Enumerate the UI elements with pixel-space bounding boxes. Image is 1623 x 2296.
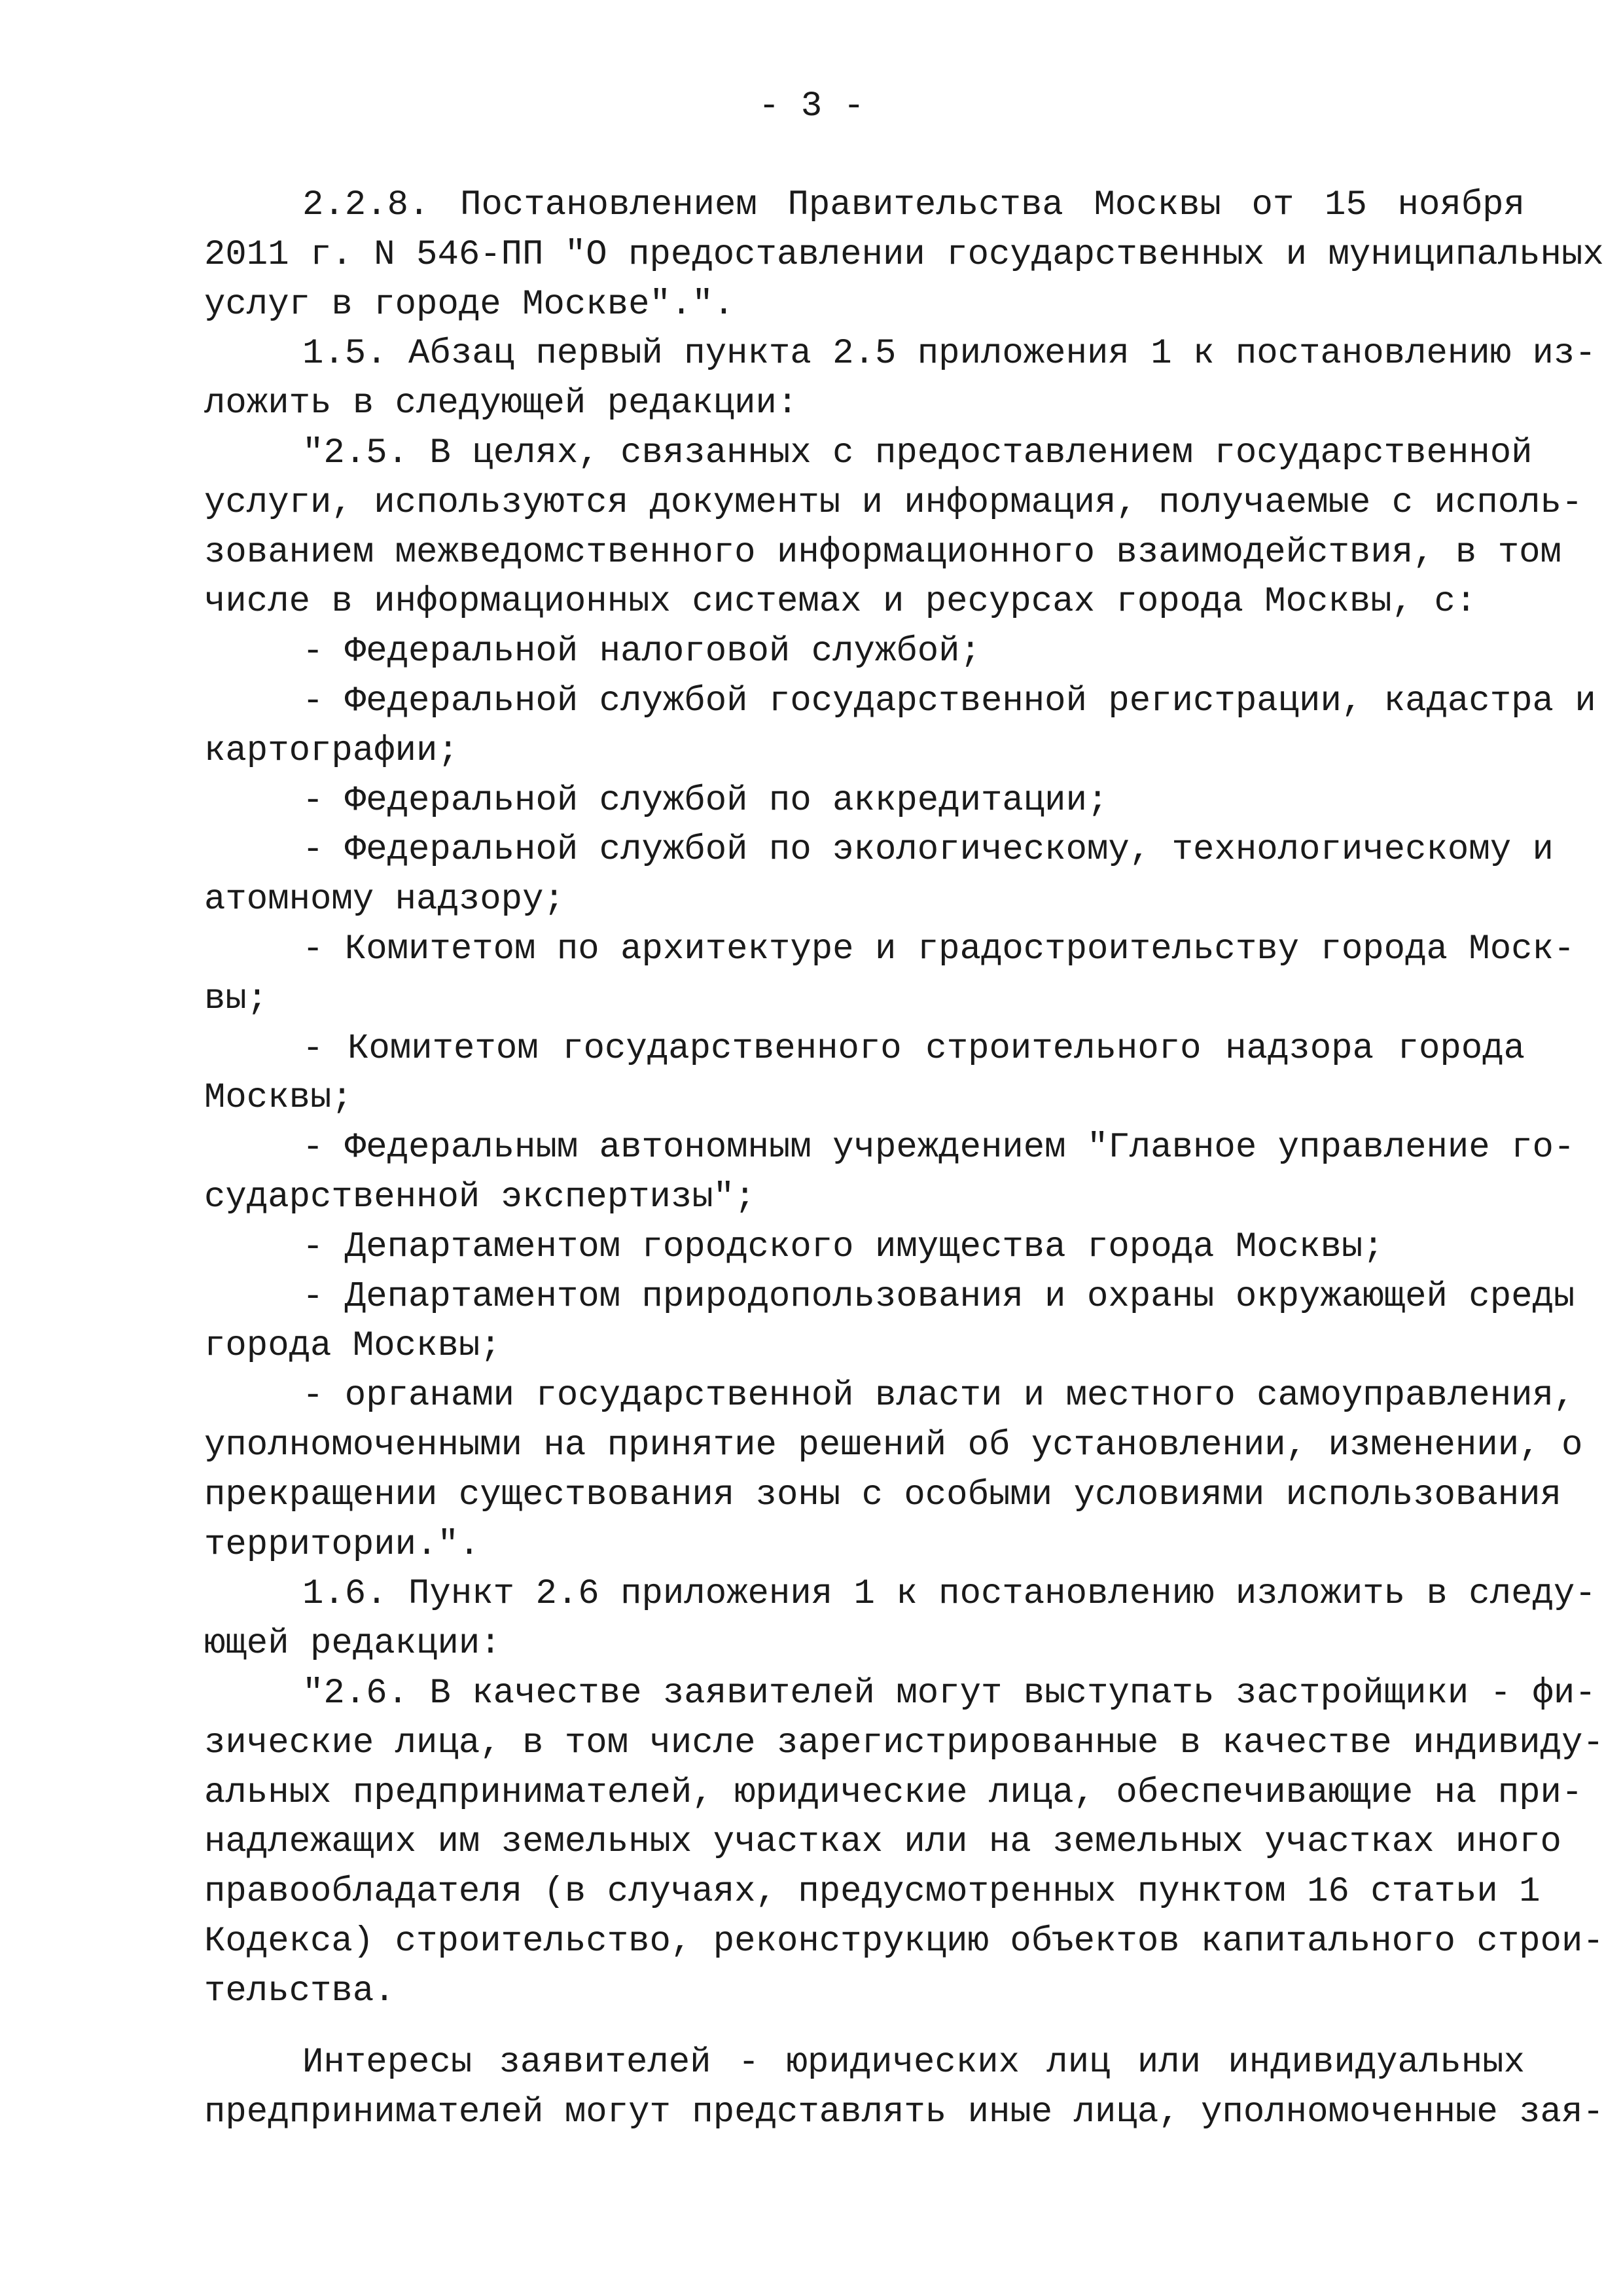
text-line: числе в информационных системах и ресурсах города Москвы, с: [204,582,1477,622]
text-line: - Федеральным автономным учреждением "Главное управление го- [302,1128,1575,1168]
text-line: - Федеральной службой по экологическому, технологическому и [302,830,1554,870]
text-line: уполномоченными на принятие решений об установлении, изменении, о [204,1425,1583,1465]
text-line: Москвы; [204,1078,353,1119]
text-line: правообладателя (в случаях, предусмотренных пунктом 16 статьи 1 [204,1872,1541,1912]
text-line: надлежащих им земельных участках или на земельных участках иного [204,1822,1561,1863]
text-line: "2.5. В целях, связанных с предоставлением государственной [302,433,1533,473]
text-line: вы; [204,978,268,1019]
text-line: - Департаментом городского имущества города Москвы; [302,1227,1384,1267]
text-line: сударственной экспертизы"; [204,1177,756,1217]
text-line: Кодекса) строительство, реконструкцию объектов капитального строи- [204,1921,1604,1962]
text-line: Интересы заявителей - юридических лиц или индивидуальных [302,2043,1525,2083]
text-line: - органами государственной власти и местного самоуправления, [302,1376,1575,1416]
text-line: атомному надзору; [204,880,565,920]
text-line: услуг в городе Москве".". [204,284,735,325]
text-line: территории.". [204,1524,480,1565]
text-line: - Департаментом природопользования и охраны окружающей среды [302,1276,1575,1317]
text-line: альных предпринимателей, юридические лица, обеспечивающие на при- [204,1772,1583,1813]
text-line: - Федеральной службой по аккредитации; [302,780,1109,821]
paragraph-gap [204,2016,1525,2038]
text-line: - Комитетом государственного строительного надзора города [302,1028,1525,1069]
text-line: "2.6. В качестве заявителей могут выступать застройщики - фи- [302,1673,1596,1713]
text-line: - Федеральной налоговой службой; [302,632,981,672]
text-line: - Федеральной службой государственной регистрации, кадастра и [302,681,1596,721]
text-line: тельства. [204,1971,395,2011]
text-line: ющей редакции: [204,1624,501,1664]
text-line: 2.2.8. Постановлением Правительства Москвы от 15 ноября [302,185,1525,225]
text-line: картографии; [204,730,459,771]
text-line: города Москвы; [204,1326,501,1367]
text-line: 2011 г. N 546-ПП "О предоставлении государственных и муниципальных [204,234,1604,275]
text-line: 1.5. Абзац первый пункта 2.5 приложения 1 к постановлению из- [302,334,1596,374]
text-line: 1.6. Пункт 2.6 приложения 1 к постановлению изложить в следу- [302,1574,1596,1615]
text-line: ложить в следующей редакции: [204,384,798,424]
text-line: зические лица, в том числе зарегистрированные в качестве индивиду- [204,1723,1604,1763]
text-line: прекращении существования зоны с особыми условиями использования [204,1475,1561,1515]
text-line: услуги, используются документы и информация, получаемые с исполь- [204,482,1583,523]
page-number: - 3 - [758,86,865,126]
text-line: - Комитетом по архитектуре и градостроительству города Моск- [302,929,1575,969]
document-body [204,181,1604,2138]
text-line: зованием межведомственного информационного взаимодействия, в том [204,532,1561,573]
text-line: предпринимателей могут представлять иные лица, уполномоченные зая- [204,2092,1604,2133]
